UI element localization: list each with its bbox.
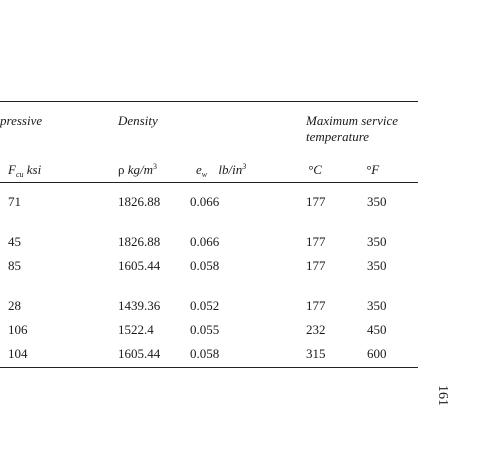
ew-sub: w bbox=[201, 170, 208, 179]
cell-rho: 1439.36 bbox=[118, 298, 161, 313]
table-row bbox=[0, 347, 418, 361]
table-top-rule bbox=[0, 101, 418, 102]
header-compressive: pressive bbox=[0, 113, 43, 128]
cell-fahrenheit: 450 bbox=[367, 322, 387, 337]
cell-fcu: 106 bbox=[8, 322, 28, 337]
cell-fcu: 85 bbox=[8, 258, 21, 273]
cell-fahrenheit: 600 bbox=[367, 346, 387, 361]
cell-celsius: 315 bbox=[306, 346, 326, 361]
cell-rho: 1826.88 bbox=[118, 194, 161, 209]
table-row bbox=[0, 235, 418, 249]
rho-unit: kg/m bbox=[127, 162, 154, 177]
subheader-ew bbox=[196, 162, 247, 179]
header-density: Density bbox=[118, 113, 158, 128]
cell-ew: 0.058 bbox=[190, 346, 220, 361]
cell-fahrenheit: 350 bbox=[367, 258, 387, 273]
subheader-fahrenheit: °F bbox=[366, 162, 380, 177]
table-header-rule bbox=[0, 182, 418, 183]
ew-main: e bbox=[196, 162, 202, 177]
cell-fahrenheit: 350 bbox=[367, 194, 387, 209]
fcu-unit: ksi bbox=[26, 162, 42, 177]
subheader-fcu bbox=[8, 162, 42, 179]
cell-celsius: 232 bbox=[306, 322, 326, 337]
subheader-rho bbox=[118, 163, 157, 176]
cell-rho: 1522.4 bbox=[118, 322, 154, 337]
cell-fcu: 71 bbox=[8, 194, 21, 209]
table-row bbox=[0, 195, 418, 209]
table-bottom-rule bbox=[0, 367, 418, 368]
rho-symbol: ρ bbox=[118, 162, 125, 177]
cell-celsius: 177 bbox=[306, 234, 326, 249]
fcu-main: F bbox=[8, 162, 16, 177]
cell-rho: 1605.44 bbox=[118, 346, 161, 361]
cell-ew: 0.066 bbox=[190, 234, 220, 249]
header-max-service-2: temperature bbox=[306, 129, 370, 144]
ew-unit: lb/in bbox=[218, 162, 243, 177]
table-row bbox=[0, 299, 418, 313]
table-row bbox=[0, 259, 418, 273]
cell-celsius: 177 bbox=[306, 258, 326, 273]
cell-ew: 0.058 bbox=[190, 258, 220, 273]
cell-fcu: 45 bbox=[8, 234, 21, 249]
cell-fahrenheit: 350 bbox=[367, 298, 387, 313]
cell-fcu: 28 bbox=[8, 298, 21, 313]
table-row bbox=[0, 323, 418, 337]
header-max-service-1: Maximum service bbox=[306, 113, 399, 128]
cell-celsius: 177 bbox=[306, 194, 326, 209]
ew-exp: 3 bbox=[242, 162, 247, 171]
page-number: 161 bbox=[435, 385, 450, 406]
cell-rho: 1826.88 bbox=[118, 234, 161, 249]
cell-celsius: 177 bbox=[306, 298, 326, 313]
subheader-celsius: °C bbox=[308, 162, 322, 177]
rho-exp: 3 bbox=[153, 162, 158, 171]
cell-ew: 0.066 bbox=[190, 194, 220, 209]
cell-fahrenheit: 350 bbox=[367, 234, 387, 249]
cell-rho: 1605.44 bbox=[118, 258, 161, 273]
cell-ew: 0.052 bbox=[190, 298, 220, 313]
cell-fcu: 104 bbox=[8, 346, 28, 361]
cell-ew: 0.055 bbox=[190, 322, 220, 337]
fcu-sub: cu bbox=[15, 170, 24, 179]
